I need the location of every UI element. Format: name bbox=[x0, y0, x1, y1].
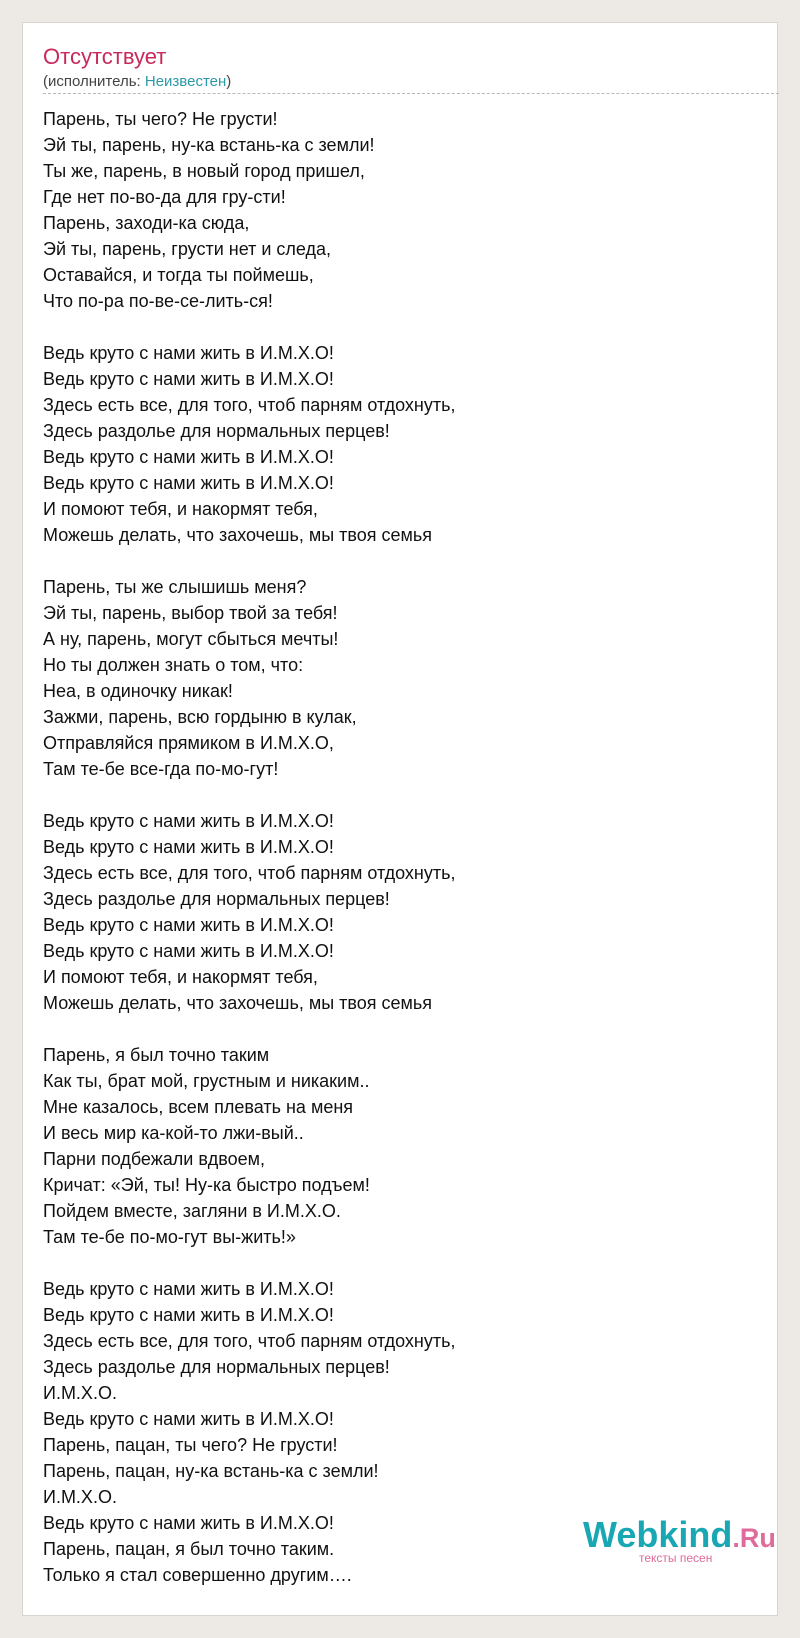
logo-tagline: тексты песен bbox=[639, 1551, 713, 1565]
lyric-line: Кричат: «Эй, ты! Ну-ка быстро подъем! bbox=[43, 1175, 370, 1195]
lyric-line: Парни подбежали вдвоем, bbox=[43, 1149, 265, 1169]
lyric-line: И помоют тебя, и накормят тебя, bbox=[43, 499, 318, 519]
lyric-line: Здесь есть все, для того, чтоб парням отдохнуть, bbox=[43, 1331, 456, 1351]
lyrics-card bbox=[22, 22, 778, 1616]
stanza-break bbox=[43, 1250, 763, 1276]
lyric-line: Ведь круто с нами жить в И.М.Х.О! bbox=[43, 343, 334, 363]
lyric-line: Парень, пацан, ты чего? Не грусти! bbox=[43, 1435, 338, 1455]
lyric-line: Ведь круто с нами жить в И.М.Х.О! bbox=[43, 1409, 334, 1429]
stanza-break bbox=[43, 314, 763, 340]
song-title: Отсутствует bbox=[43, 44, 167, 69]
lyric-line: Эй ты, парень, ну-ка встань-ка с земли! bbox=[43, 135, 375, 155]
lyric-line: Парень, пацан, ну-ка встань-ка с земли! bbox=[43, 1461, 379, 1481]
lyric-line: Пойдем вместе, загляни в И.М.Х.О. bbox=[43, 1201, 341, 1221]
lyric-line: Можешь делать, что захочешь, мы твоя семья bbox=[43, 993, 433, 1013]
lyric-line: И.М.Х.О. bbox=[43, 1487, 117, 1507]
stanza-break bbox=[43, 1016, 763, 1042]
lyric-line: Но ты должен знать о том, что: bbox=[43, 655, 304, 675]
lyric-line: Ведь круто с нами жить в И.М.Х.О! bbox=[43, 1513, 334, 1533]
lyric-line: Парень, ты чего? Не грусти! bbox=[43, 109, 278, 129]
artist-suffix: ) bbox=[226, 73, 232, 90]
lyric-line: Здесь есть все, для того, чтоб парням отдохнуть, bbox=[43, 863, 456, 883]
lyrics-text bbox=[43, 106, 763, 1588]
lyric-line: Зажми, парень, всю гордыню в кулак, bbox=[43, 707, 357, 727]
lyric-line: Парень, ты же слышишь меня? bbox=[43, 577, 307, 597]
lyric-line: Ведь круто с нами жить в И.М.Х.О! bbox=[43, 837, 334, 857]
lyric-line: Оставайся, и тогда ты поймешь, bbox=[43, 265, 314, 285]
logo-main-text: Webkind bbox=[583, 1514, 733, 1555]
lyric-line: Мне казалось, всем плевать на меня bbox=[43, 1097, 354, 1117]
lyric-line: Здесь раздолье для нормальных перцев! bbox=[43, 421, 390, 441]
lyric-line: Ведь круто с нами жить в И.М.Х.О! bbox=[43, 1305, 334, 1325]
lyric-line: Неа, в одиночку никак! bbox=[43, 681, 233, 701]
lyric-line: Где нет по-во-да для гру-сти! bbox=[43, 187, 286, 207]
lyric-line: Эй ты, парень, выбор твой за тебя! bbox=[43, 603, 338, 623]
lyric-line: Как ты, брат мой, грустным и никаким.. bbox=[43, 1071, 370, 1091]
lyric-line: Здесь есть все, для того, чтоб парням отдохнуть, bbox=[43, 395, 456, 415]
lyric-line: Можешь делать, что захочешь, мы твоя семья bbox=[43, 525, 433, 545]
lyric-line: Ведь круто с нами жить в И.М.Х.О! bbox=[43, 369, 334, 389]
lyric-line: Ведь круто с нами жить в И.М.Х.О! bbox=[43, 811, 334, 831]
logo-tld: .Ru bbox=[732, 1523, 776, 1553]
lyric-line: Ведь круто с нами жить в И.М.Х.О! bbox=[43, 1279, 334, 1299]
lyric-line: Что по-ра по-ве-се-лить-ся! bbox=[43, 291, 273, 311]
lyric-line: Там те-бе по-мо-гут вы-жить!» bbox=[43, 1227, 296, 1247]
lyric-line: Парень, заходи-ка сюда, bbox=[43, 213, 250, 233]
lyric-line: Отправляйся прямиком в И.М.Х.О, bbox=[43, 733, 334, 753]
artist-prefix: (исполнитель: bbox=[43, 73, 145, 90]
lyric-line: Ведь круто с нами жить в И.М.Х.О! bbox=[43, 447, 334, 467]
lyric-line: Здесь раздолье для нормальных перцев! bbox=[43, 1357, 390, 1377]
lyric-line: Ты же, парень, в новый город пришел, bbox=[43, 161, 365, 181]
lyric-line: Здесь раздолье для нормальных перцев! bbox=[43, 889, 390, 909]
lyric-line: И.М.Х.О. bbox=[43, 1383, 117, 1403]
title-divider bbox=[43, 93, 779, 94]
lyric-line: Там те-бе все-гда по-мо-гут! bbox=[43, 759, 279, 779]
stanza-break bbox=[43, 782, 763, 808]
lyric-line: Только я стал совершенно другим…. bbox=[43, 1565, 352, 1585]
lyric-line: Эй ты, парень, грусти нет и следа, bbox=[43, 239, 332, 259]
lyric-line: Ведь круто с нами жить в И.М.Х.О! bbox=[43, 941, 334, 961]
artist-line bbox=[43, 73, 231, 91]
lyric-line: Ведь круто с нами жить в И.М.Х.О! bbox=[43, 915, 334, 935]
artist-link[interactable]: Неизвестен bbox=[144, 73, 227, 90]
lyric-line: И помоют тебя, и накормят тебя, bbox=[43, 967, 318, 987]
lyric-line: Парень, пацан, я был точно таким. bbox=[43, 1539, 335, 1559]
lyric-line: А ну, парень, могут сбыться мечты! bbox=[43, 629, 339, 649]
stanza-break bbox=[43, 548, 763, 574]
lyric-line: Ведь круто с нами жить в И.М.Х.О! bbox=[43, 473, 334, 493]
webkind-logo[interactable] bbox=[583, 1514, 776, 1570]
lyric-line: И весь мир ка-кой-то лжи-вый.. bbox=[43, 1123, 304, 1143]
lyric-line: Парень, я был точно таким bbox=[43, 1045, 270, 1065]
